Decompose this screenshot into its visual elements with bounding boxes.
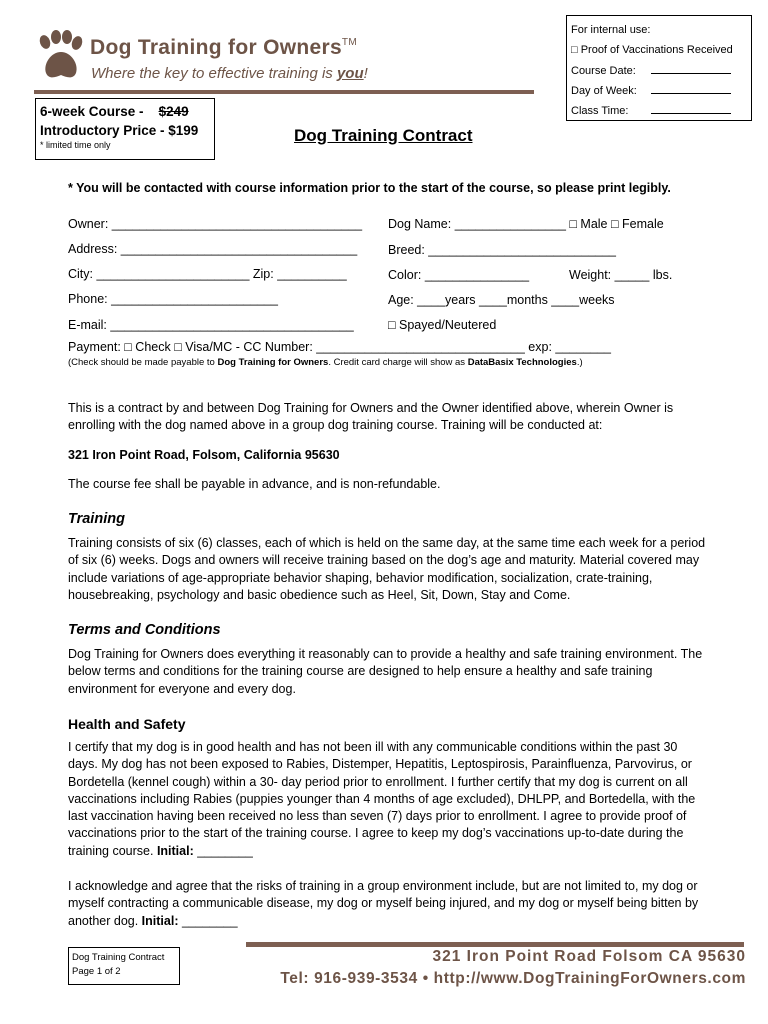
print-notice: * You will be contacted with course information prior to the start of the course, so please print legibly. [68,181,671,195]
training-paragraph: Training consists of six (6) classes, each of which is held on the same day, at the same time each week for a period of six (6) weeks. Dogs and owners will receive training based on the dog’s age and maturity. Material covered may include variations of age-appropriate behavior shaping, behavior modification, socialization, crate-training, housebreaking, psychology and basic obedience such as Heel, Sit, Down, Stay and Come. [68,536,706,602]
footer-doc-name: Dog Training Contract [72,952,165,963]
payment-field[interactable]: Payment: □ Check □ Visa/MC - CC Number: ______________________________ exp: ________ [68,340,612,354]
paw-print-icon [34,30,86,82]
risk-initial-blank[interactable]: ________ [178,913,238,928]
footer-page-number: Page 1 of 2 [72,966,121,977]
color-field[interactable]: Color: _______________ [388,268,530,282]
training-heading: Training [68,511,125,527]
terms-heading: Terms and Conditions [68,622,221,638]
day-of-week-field[interactable]: Day of Week: [571,81,751,101]
header-rule [34,90,534,94]
location-address: 321 Iron Point Road, Folsom, California 95630 [68,448,340,462]
class-time-field[interactable]: Class Time: [571,101,751,121]
brand-tagline: Where the key to effective training is you! [91,65,368,82]
vaccination-checkbox[interactable]: □ Proof of Vaccinations Received [571,44,733,57]
brand-name: Dog Training for Owners™ [90,36,357,59]
risk-initial-label: Initial: [141,913,179,928]
trademark: TM [341,37,357,48]
intro-paragraph: This is a contract by and between Dog Training for Owners and the Owner identified above, wherein Owner is enrolling with the dog named above in a group dog training course. Training will be conducted at: [68,401,674,433]
terms-paragraph: Dog Training for Owners does everything it reasonably can to provide a healthy and safe training environment. The below terms and conditions for the training course are designed to help ensure a healthy and safe training environment for everyone and every dog. [68,647,703,696]
price-box [35,98,215,160]
spayed-checkbox[interactable]: □ Spayed/Neutered [388,318,497,332]
owner-field[interactable]: Owner: ____________________________________ [68,217,363,231]
phone-field[interactable]: Phone: ________________________ [68,292,278,306]
footer-contact[interactable]: Tel: 916-939-3534 • http://www.DogTrainingForOwners.com [280,970,746,987]
dog-name-field[interactable]: Dog Name: ________________ □ Male □ Female [388,217,664,231]
course-date-field[interactable]: Course Date: [571,61,751,81]
internal-use-heading: For internal use: [571,24,651,36]
health-heading: Health and Safety [68,716,186,732]
email-field[interactable]: E-mail: ___________________________________ [68,318,354,332]
page-title: Dog Training Contract [294,126,473,145]
footer-rule [246,942,744,947]
initial-label: Initial: [156,843,194,858]
price-note: * limited time only [40,140,111,150]
fee-paragraph: The course fee shall be payable in advance, and is non-refundable. [68,477,441,491]
city-zip-field[interactable]: City: ______________________ Zip: __________ [68,267,347,281]
address-field[interactable]: Address: __________________________________ [68,242,358,256]
health-initial-blank[interactable]: ________ [193,843,253,858]
course-price: 6-week Course - $249 [40,104,189,119]
health-paragraph: I certify that my dog is in good health and has not been ill with any communicable conditions within the past 30 days. My dog has not been exposed to Rabies, Distemper, Hepatitis, Leptospirosis, Parainfluenza, Parvovirus, or Bordetella (kennel cough) within a 30- day period prior to enrollment. I further certify that my dog is current on all vaccinations including Rabies (puppies younger than 4 months of age excluded), DHLPP, and Bortedella, with the last vaccination having been received no less than seven (7) days prior to enrollment. I agree to provide proof of vaccinations prior to the start of the training course. I agree to keep my dog’s vaccinations up-to-date during the training course. Initial: ________ [68,740,696,858]
check-note: (Check should be made payable to Dog Training for Owners. Credit card charge will show as DataBasix Technologies.) [68,357,583,368]
footer-address: 321 Iron Point Road Folsom CA 95630 [432,948,746,965]
breed-field[interactable]: Breed: ___________________________ [388,243,617,257]
age-field[interactable]: Age: ____years ____months ____weeks [388,293,615,307]
footer-page-box [68,947,180,985]
internal-use-box [566,15,752,121]
risk-paragraph: I acknowledge and agree that the risks of training in a group environment include, but are not limited to, my dog or myself contracting a communicable disease, my dog or myself being injured, and my dog or myself being bitten by another dog. Initial: ________ [68,879,699,928]
weight-field[interactable]: Weight: _____ lbs. [569,268,673,282]
intro-price: Introductory Price - $199 [40,123,199,138]
